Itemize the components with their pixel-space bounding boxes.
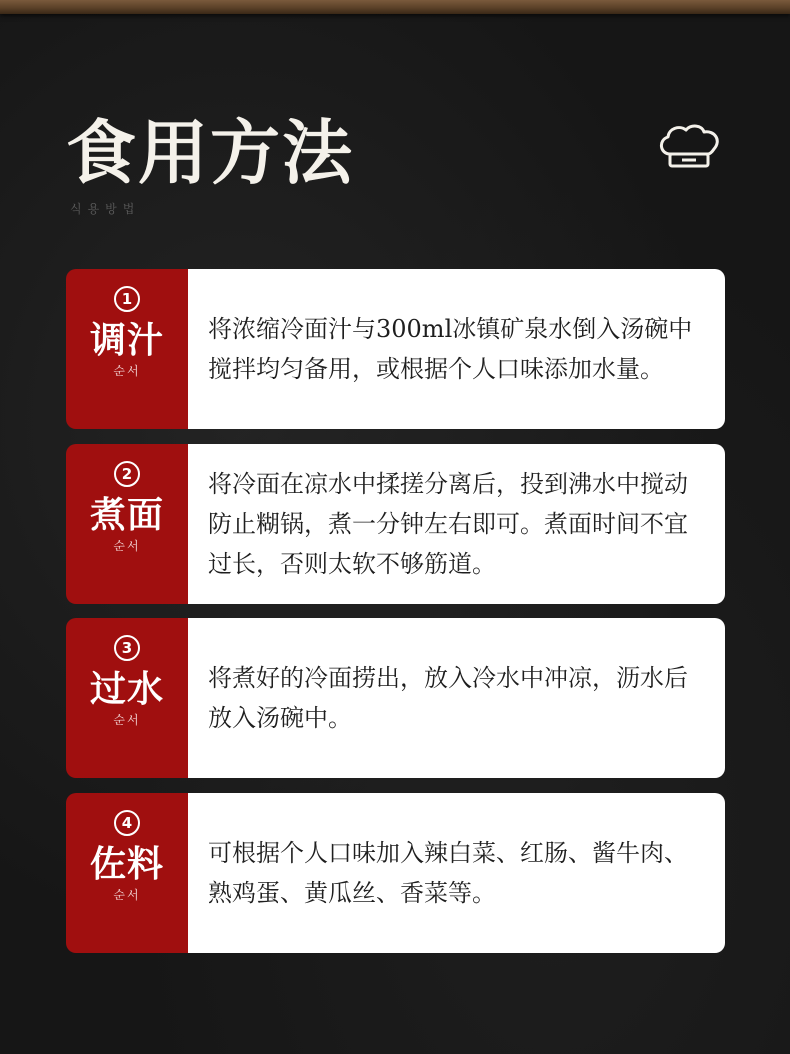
step-label bbox=[66, 444, 188, 604]
step-subtitle: 순서 bbox=[113, 364, 141, 378]
step-description: 将冷面在凉水中揉搓分离后，投到沸水中搅动防止糊锅，煮一分钟左右即可。煮面时间不宜过长，否则太软不够筋道。 bbox=[208, 470, 688, 578]
step-description: 可根据个人口味加入辣白菜、红肠、酱牛肉、熟鸡蛋、黄瓜丝、香菜等。 bbox=[208, 839, 688, 907]
page-subtitle: 식용방법 bbox=[70, 202, 141, 216]
step-label bbox=[66, 793, 188, 953]
step-description-box bbox=[188, 793, 725, 953]
step-number-badge: 4 bbox=[114, 810, 140, 836]
step-number-badge: 1 bbox=[114, 286, 140, 312]
step-name: 过水 bbox=[89, 668, 164, 710]
step-description-box bbox=[188, 618, 725, 778]
wood-frame-top bbox=[0, 0, 790, 14]
step-label bbox=[66, 618, 188, 778]
step-number-badge: 3 bbox=[114, 635, 140, 661]
step-card bbox=[66, 618, 725, 778]
step-card bbox=[66, 444, 725, 604]
step-description: 将浓缩冷面汁与300ml冰镇矿泉水倒入汤碗中搅拌均匀备用，或根据个人口味添加水量。 bbox=[208, 315, 693, 383]
page-title: 食用方法 bbox=[66, 111, 354, 194]
step-subtitle: 순서 bbox=[113, 539, 141, 553]
step-description-box bbox=[188, 444, 725, 604]
step-name: 煮面 bbox=[89, 494, 164, 536]
step-description-box bbox=[188, 269, 725, 429]
chef-hat-icon bbox=[656, 124, 722, 170]
step-number-badge: 2 bbox=[114, 461, 140, 487]
step-name: 调汁 bbox=[89, 319, 164, 361]
step-subtitle: 순서 bbox=[113, 713, 141, 727]
step-card bbox=[66, 793, 725, 953]
step-name: 佐料 bbox=[89, 843, 164, 885]
step-description: 将煮好的冷面捞出，放入冷水中冲凉，沥水后放入汤碗中。 bbox=[208, 664, 688, 732]
step-card bbox=[66, 269, 725, 429]
step-label bbox=[66, 269, 188, 429]
step-subtitle: 순서 bbox=[113, 888, 141, 902]
